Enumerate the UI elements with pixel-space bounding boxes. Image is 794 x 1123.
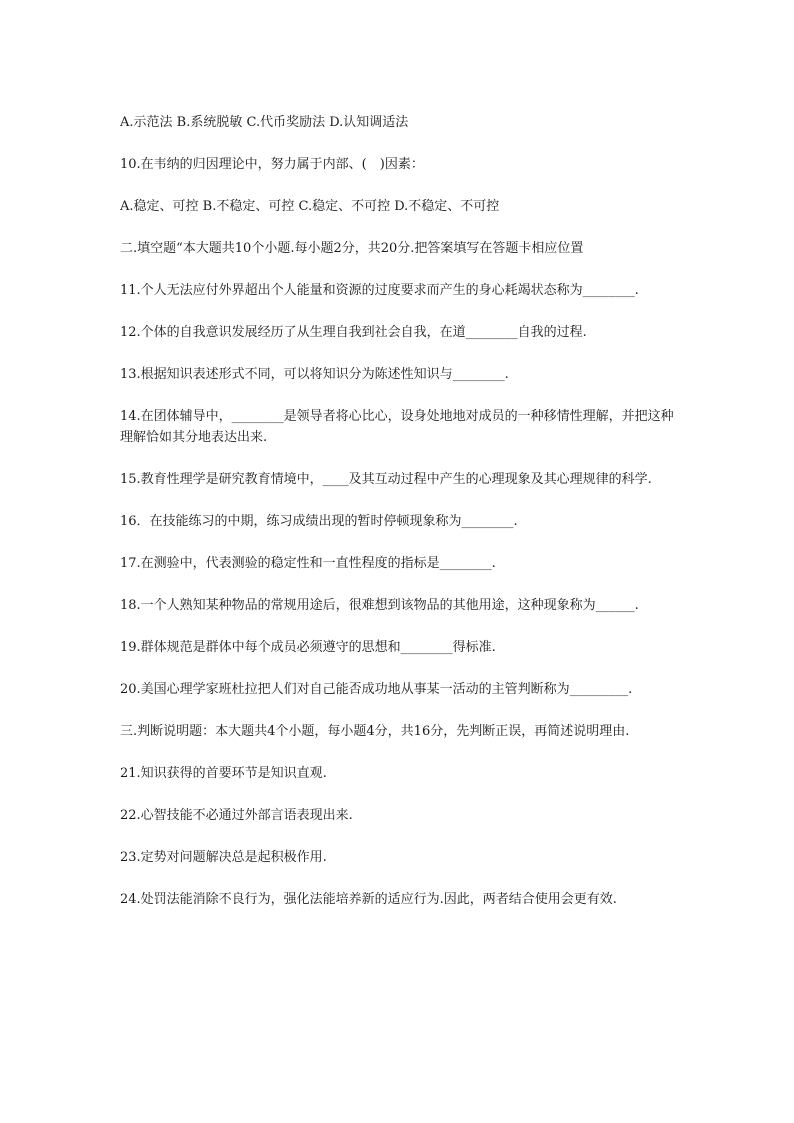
question-20: 20.美国心理学家班杜拉把人们对自己能否成功地从事某一活动的主管判断称为_________. — [120, 682, 633, 697]
q10-options: A.稳定、可控 B.不稳定、可控 C.稳定、不可控 D.不稳定、不可控 — [120, 199, 500, 214]
question-24: 24.处罚法能消除不良行为，强化法能培养新的适应行为.因此，两者结合使用会更有效. — [120, 892, 617, 907]
q9-options: A.示范法 B.系统脱敏 C.代币奖励法 D.认知调适法 — [120, 115, 409, 130]
question-19: 19.群体规范是群体中每个成员必须遵守的思想和________得标准. — [120, 640, 496, 655]
question-18: 18.一个人熟知某种物品的常规用途后，很难想到该物品的其他用途，这种现象称为______. — [120, 598, 639, 613]
question-13: 13.根据知识表述形式不同，可以将知识分为陈述性知识与________. — [120, 367, 509, 382]
question-14: 14.在团体辅导中，________是领导者将心比心，设身处地地对成员的一种移情性理解，并把这种理解恰如其分地表达出来. — [120, 409, 674, 445]
question-21: 21.知识获得的首要环节是知识直观. — [120, 766, 327, 781]
question-22: 22.心智技能不必通过外部言语表现出来. — [120, 808, 353, 823]
question-15: 15.教育性理学是研究教育情境中，____及其互动过程中产生的心理现象及其心理规律的科学. — [120, 472, 652, 487]
document-page — [120, 112, 680, 931]
section-2-heading: 二.填空题“本大题共10个小题.每小题2分，共20分.把答案填写在答题卡相应位置 — [120, 241, 584, 256]
question-10: 10.在韦纳的归因理论中，努力属于内部、( )因素： — [120, 157, 424, 172]
question-12: 12.个体的自我意识发展经历了从生理自我到社会自我，在道________自我的过程. — [120, 325, 587, 340]
question-23: 23.定势对问题解决总是起积极作用. — [120, 850, 327, 865]
question-16: 16．在技能练习的中期，练习成绩出现的暂时停顿现象称为________. — [120, 514, 518, 529]
section-3-heading: 三.判断说明题：本大题共4个小题，每小题4分，共16分，先判断正误，再简述说明理由. — [120, 724, 630, 739]
question-17: 17.在测验中，代表测验的稳定性和一直性程度的指标是________. — [120, 556, 496, 571]
question-11: 11.个人无法应付外界超出个人能量和资源的过度要求而产生的身心耗竭状态称为________. — [120, 283, 639, 298]
